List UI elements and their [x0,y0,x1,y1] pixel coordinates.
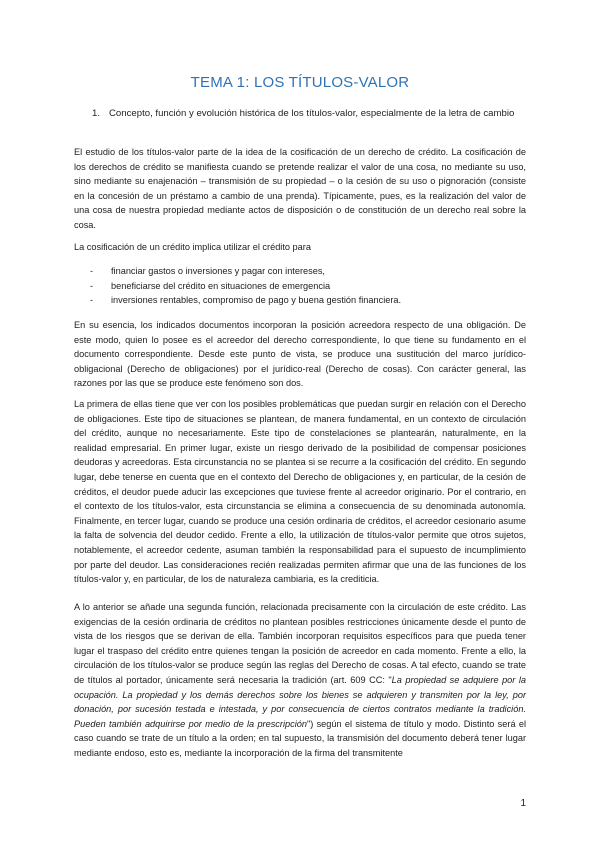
list-item [74,279,526,294]
paragraph-second-function [74,600,526,761]
paragraph-intro: El estudio de los títulos-valor parte de la idea de la cosificación de un derecho de crédito. La cosificación de los derechos de crédito se manifiesta cuando se pretende realizar el valor de una cosa, no mediante su uso, sino mediante su enajenación – transmisión de su propiedad – o la cesión de su uso o pignoración (consiste en la concesión de un préstamo a cambio de una prenda). Típicamente, pues, es la realización del valor de una cosa de nuestra propiedad mediante actos de disposición o de constitución de un derecho real sobre la cosa. [74,147,526,230]
section-heading-text: Concepto, función y evolución histórica de los títulos-valor, especialmente de la letra de cambio [109,108,515,119]
list-bullet: - [90,295,94,306]
paragraph-text-after-quote: ") según el sistema de título y modo. Distinto será el caso cuando se trate de un título a la orden; en tal supuesto, la transmisión del documento deberá tener lugar mediante endoso, esto es, mediante la incorporación de la firma del transmitente [74,718,526,758]
civil-code-quote: La propiedad se adquiere por la ocupación. La propiedad y los demás derechos sobre los bienes se adquieren y transmiten por la ley, por donación, por sucesión testada e intestada, y por consecuencia de ciertos contratos mediante la tradición. Pueden también adquirirse por medio de la prescripción [74,674,526,729]
list-item-text: inversiones rentables, compromiso de pago y buena gestión financiera. [111,295,402,306]
list-bullet: - [90,266,94,276]
paragraph-essence: En su esencia, los indicados documentos incorporan la posición acreedora respecto de una obligación. De este modo, quien lo posee es el acreedor del derecho correspondiente, lo que tiene su fundamento en el documento correspondiente. Desde este punto de vista, se produce una sustitución del marco jurídico-obligacional (Derecho de obligaciones) por el jurídico-real (Derecho de cosas). Con carácter general, las razones por las que se produce este fenómeno son dos. [74,320,526,389]
list-item-text: beneficiarse del crédito en situaciones de emergencia [111,280,331,291]
list-item [74,293,526,308]
section-heading [92,106,532,121]
page-title: TEMA 1: LOS TÍTULOS-VALOR [190,74,410,91]
list-item [74,264,526,279]
list-item-text: financiar gastos o inversiones y pagar con intereses, [111,266,325,276]
credit-uses-list [74,264,526,308]
paragraph-text-before-quote: A lo anterior se añade una segunda función, relacionada precisamente con la circulación de este crédito. Las exigencias de la cesión ordinaria de créditos no plantean posibles restricciones únicamente desde el punto de vista de los riesgos que se derivan de ella. También incorporan requisitos específicos para que pueda tener lugar el traspaso del crédito entre quienes tengan la posición de acreedor en cada momento. Frente a ello, la circulación de los títulos-valor se produce según las reglas del Derecho de cosas. A tal efecto, cuando se trate de títulos al portador, únicamente será necesaria la tradición (art. 609 CC: " [74,602,526,685]
paragraph-first-reason: La primera de ellas tiene que ver con los posibles problemáticas que puedan surgir en relación con el Derecho de obligaciones. Este tipo de situaciones se plantean, de manera fundamental, en un contexto de circulación del crédito, aunque no necesariamente. Este tipo de constelaciones se plantearán, naturalmente, en la realidad empresarial. En primer lugar, existe un riesgo derivado de la posibilidad de compensar posiciones deudoras y acreedoras. Esta circunstancia no se plantea si se recurre a la cosificación del crédito. En segundo lugar, debe tenerse en cuenta que en el contexto del Derecho de obligaciones y, en particular, de la cesión de créditos, el deudor puede aducir las excepciones que tuviese frente al acreedor originario. Por el contrario, en el contexto de los títulos-valor, esta circunstancia se elimina a consecuencia de su denominada autonomía. Finalmente, en tercer lugar, cuando se produce una cesión ordinaria de créditos, el acreedor cesionario asume la falta de solvencia del deudor cedido. Frente a ello, la utilización de títulos-valor permite que otros sujetos, notablemente, el acreedor cedente, asuman también la responsabilidad para el supuesto de incumplimiento por parte del deudor. Las consideraciones recién realizadas permiten afirmar que una de las funciones de los títulos-valor y, en particular, de los de naturaleza cambiaria, es la crediticia. [74,399,526,585]
list-bullet: - [90,280,94,291]
page-number: 1 [520,798,526,809]
section-number: 1. [92,108,101,119]
paragraph-list-lead: La cosificación de un crédito implica utilizar el crédito para [74,242,311,252]
